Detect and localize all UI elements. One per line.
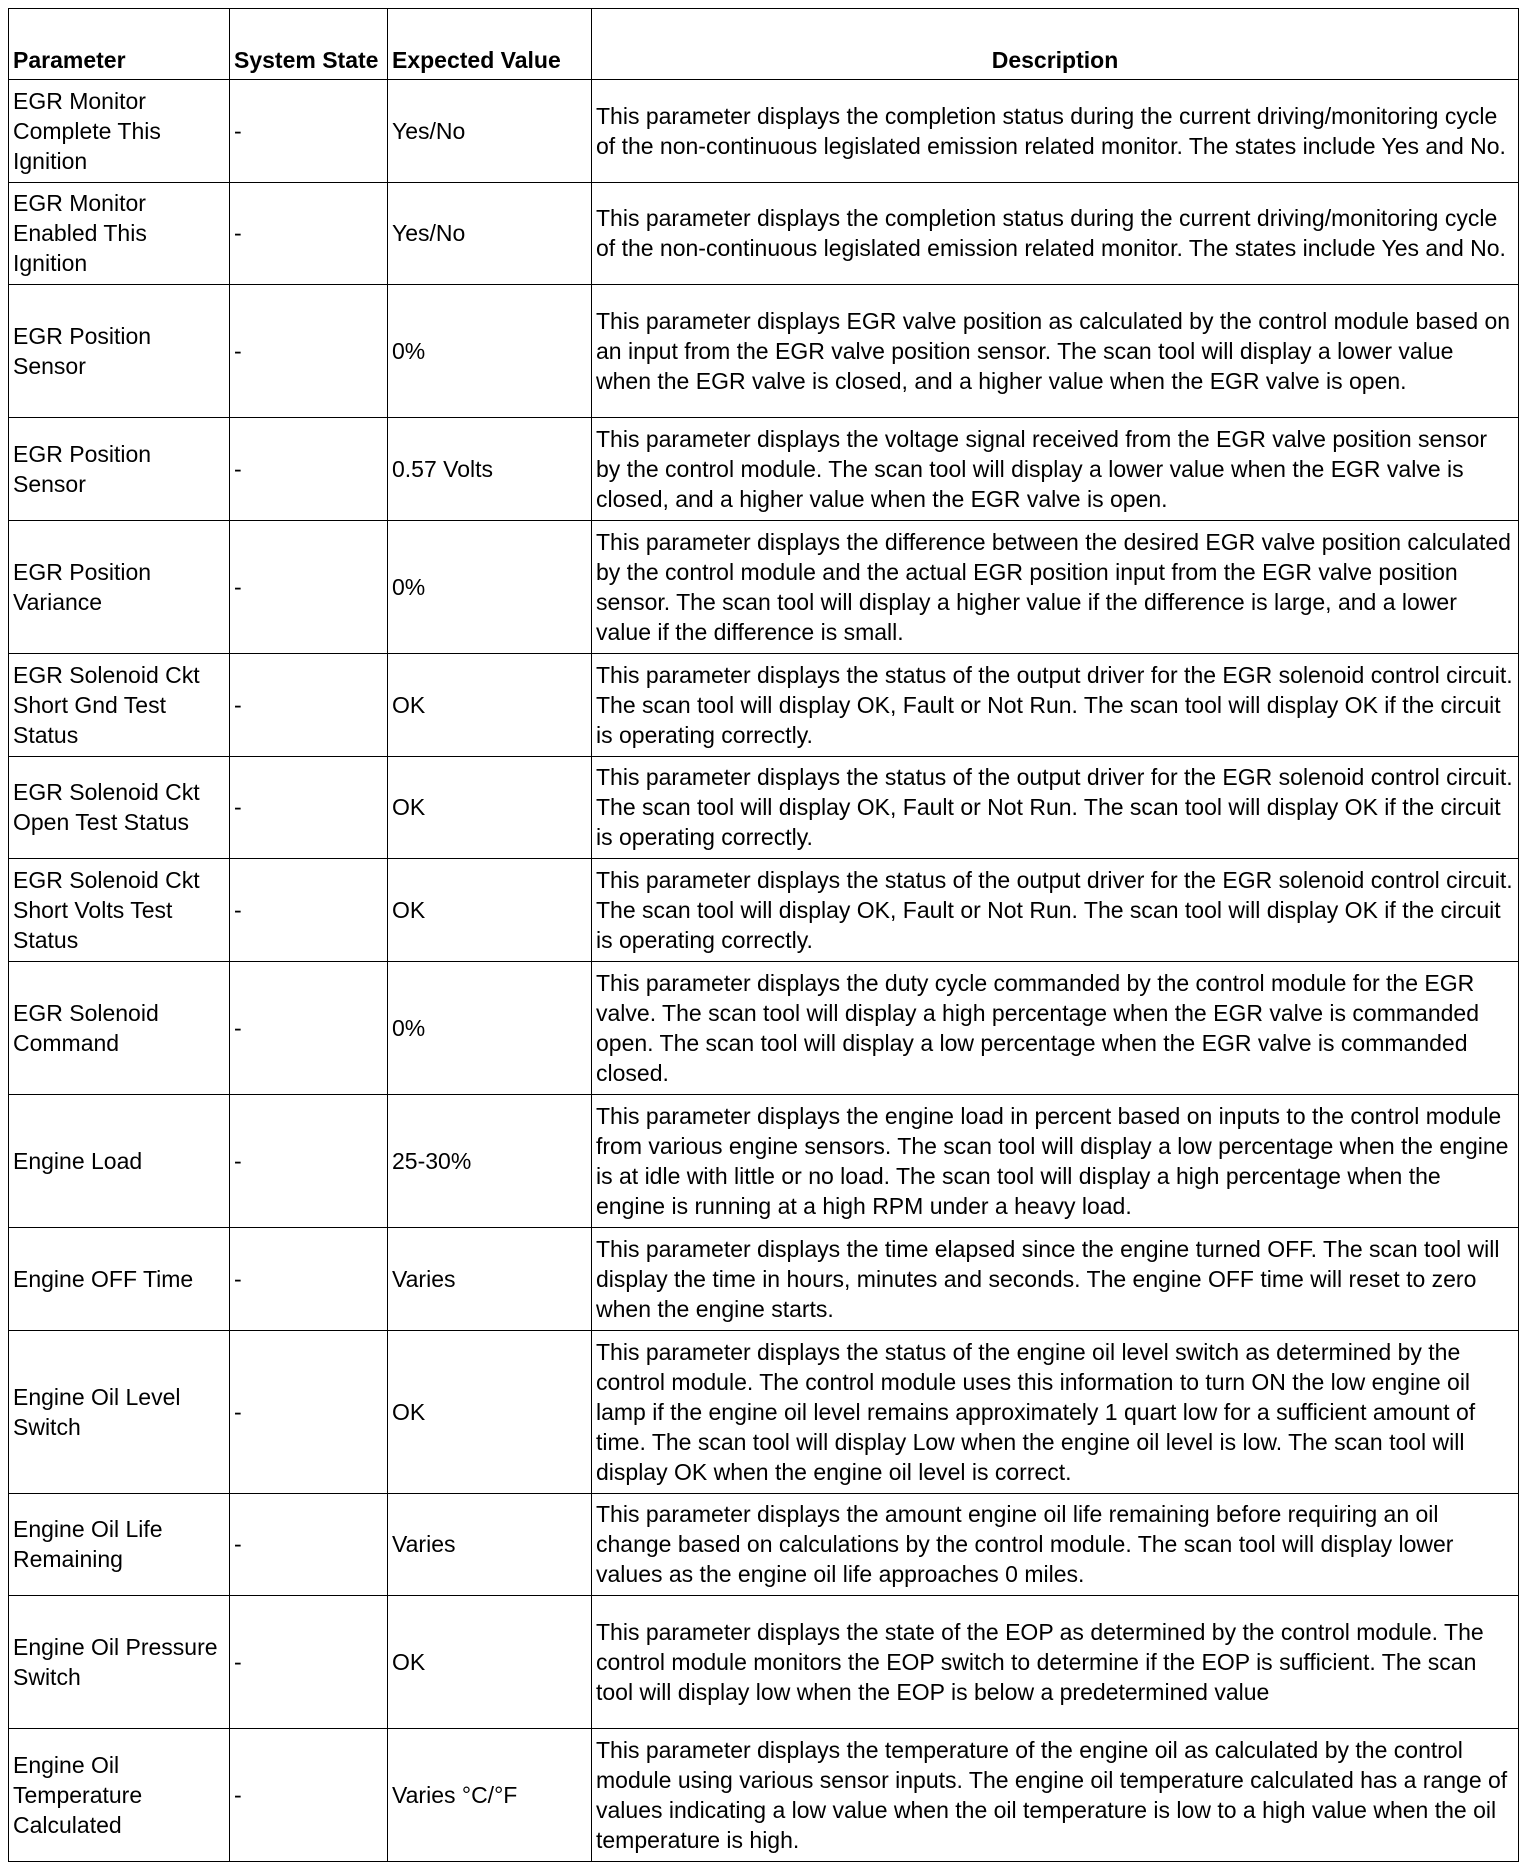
description-cell: This parameter displays the voltage signal received from the EGR valve position sensor by the control module. The scan tool will display a lower value when the EGR valve is closed, and a higher value when the EGR valve is open. [592, 418, 1519, 521]
expected-value-cell: 25-30% [388, 1095, 592, 1228]
description-cell: This parameter displays the completion status during the current driving/monitoring cycle of the non-continuous legislated emission related monitor. The states include Yes and No. [592, 183, 1519, 285]
system-state-cell: - [230, 521, 388, 654]
system-state-cell: - [230, 654, 388, 757]
system-state-cell: - [230, 418, 388, 521]
header-description: Description [592, 9, 1519, 80]
description-cell: This parameter displays the status of the engine oil level switch as determined by the control module. The control module uses this information to turn ON the low engine oil lamp if the engine oil level remains approximately 1 quart low for a sufficient amount of time. The scan tool will display Low when the engine oil level is low. The scan tool will display OK when the engine oil level is correct. [592, 1331, 1519, 1494]
table-row [9, 1596, 1519, 1729]
parameter-cell: EGR Solenoid Ckt Short Volts Test Status [9, 859, 230, 962]
description-cell: This parameter displays the temperature of the engine oil as calculated by the control module using various sensor inputs. The engine oil temperature calculated has a range of values indicating a low value when the oil temperature is low to a high value when the oil temperature is high. [592, 1729, 1519, 1862]
parameter-cell: Engine Oil Level Switch [9, 1331, 230, 1494]
expected-value-cell: Varies [388, 1228, 592, 1331]
description-cell: This parameter displays the time elapsed since the engine turned OFF. The scan tool will display the time in hours, minutes and seconds. The engine OFF time will reset to zero when the engine starts. [592, 1228, 1519, 1331]
description-cell: This parameter displays the amount engine oil life remaining before requiring an oil change based on calculations by the control module. The scan tool will display lower values as the engine oil life approaches 0 miles. [592, 1494, 1519, 1596]
table-row [9, 80, 1519, 183]
table-row [9, 859, 1519, 962]
parameter-cell: EGR Position Sensor [9, 285, 230, 418]
parameter-cell: EGR Monitor Complete This Ignition [9, 80, 230, 183]
parameter-cell: Engine Oil Temperature Calculated [9, 1729, 230, 1862]
parameter-cell: Engine Load [9, 1095, 230, 1228]
system-state-cell: - [230, 757, 388, 859]
expected-value-cell: 0.57 Volts [388, 418, 592, 521]
header-parameter: Parameter [9, 9, 230, 80]
expected-value-cell: 0% [388, 521, 592, 654]
expected-value-cell: Varies [388, 1494, 592, 1596]
description-cell: This parameter displays the difference between the desired EGR valve position calculated by the control module and the actual EGR position input from the EGR valve position sensor. The scan tool will display a higher value if the difference is large, and a lower value if the difference is small. [592, 521, 1519, 654]
parameter-cell: EGR Position Variance [9, 521, 230, 654]
system-state-cell: - [230, 859, 388, 962]
table-row [9, 1729, 1519, 1862]
table-row [9, 654, 1519, 757]
table-row [9, 1228, 1519, 1331]
expected-value-cell: 0% [388, 285, 592, 418]
parameter-cell: EGR Solenoid Ckt Open Test Status [9, 757, 230, 859]
expected-value-cell: OK [388, 757, 592, 859]
table-row [9, 183, 1519, 285]
system-state-cell: - [230, 80, 388, 183]
system-state-cell: - [230, 1729, 388, 1862]
description-cell: This parameter displays the completion status during the current driving/monitoring cycle of the non-continuous legislated emission related monitor. The states include Yes and No. [592, 80, 1519, 183]
table-row [9, 962, 1519, 1095]
description-cell: This parameter displays the status of the output driver for the EGR solenoid control circuit. The scan tool will display OK, Fault or Not Run. The scan tool will display OK if the circuit is operating correctly. [592, 859, 1519, 962]
parameter-cell: Engine Oil Life Remaining [9, 1494, 230, 1596]
parameter-cell: Engine OFF Time [9, 1228, 230, 1331]
expected-value-cell: Varies °C/°F [388, 1729, 592, 1862]
header-expected-value: Expected Value [388, 9, 592, 80]
expected-value-cell: OK [388, 654, 592, 757]
system-state-cell: - [230, 1596, 388, 1729]
table-row [9, 1331, 1519, 1494]
expected-value-cell: OK [388, 1596, 592, 1729]
system-state-cell: - [230, 1494, 388, 1596]
expected-value-cell: Yes/No [388, 80, 592, 183]
parameter-cell: EGR Position Sensor [9, 418, 230, 521]
header-system-state: System State [230, 9, 388, 80]
parameter-table [8, 8, 1519, 1862]
system-state-cell: - [230, 1228, 388, 1331]
description-cell: This parameter displays the status of the output driver for the EGR solenoid control circuit. The scan tool will display OK, Fault or Not Run. The scan tool will display OK if the circuit is operating correctly. [592, 757, 1519, 859]
system-state-cell: - [230, 183, 388, 285]
table-row [9, 1494, 1519, 1596]
parameter-cell: Engine Oil Pressure Switch [9, 1596, 230, 1729]
table-row [9, 1095, 1519, 1228]
description-cell: This parameter displays EGR valve position as calculated by the control module based on an input from the EGR valve position sensor. The scan tool will display a lower value when the EGR valve is closed, and a higher value when the EGR valve is open. [592, 285, 1519, 418]
expected-value-cell: OK [388, 1331, 592, 1494]
description-cell: This parameter displays the state of the EOP as determined by the control module. The control module monitors the EOP switch to determine if the EOP is sufficient. The scan tool will display low when the EOP is below a predetermined value [592, 1596, 1519, 1729]
table-row [9, 521, 1519, 654]
system-state-cell: - [230, 1095, 388, 1228]
expected-value-cell: 0% [388, 962, 592, 1095]
description-cell: This parameter displays the engine load in percent based on inputs to the control module from various engine sensors. The scan tool will display a low percentage when the engine is at idle with little or no load. The scan tool will display a high percentage when the engine is running at a high RPM under a heavy load. [592, 1095, 1519, 1228]
system-state-cell: - [230, 285, 388, 418]
table-header-row [9, 9, 1519, 80]
table-row [9, 757, 1519, 859]
system-state-cell: - [230, 962, 388, 1095]
system-state-cell: - [230, 1331, 388, 1494]
expected-value-cell: OK [388, 859, 592, 962]
table-row [9, 418, 1519, 521]
description-cell: This parameter displays the status of the output driver for the EGR solenoid control circuit. The scan tool will display OK, Fault or Not Run. The scan tool will display OK if the circuit is operating correctly. [592, 654, 1519, 757]
parameter-cell: EGR Monitor Enabled This Ignition [9, 183, 230, 285]
parameter-cell: EGR Solenoid Ckt Short Gnd Test Status [9, 654, 230, 757]
parameter-cell: EGR Solenoid Command [9, 962, 230, 1095]
expected-value-cell: Yes/No [388, 183, 592, 285]
table-row [9, 285, 1519, 418]
description-cell: This parameter displays the duty cycle commanded by the control module for the EGR valve. The scan tool will display a high percentage when the EGR valve is commanded open. The scan tool will display a low percentage when the EGR valve is commanded closed. [592, 962, 1519, 1095]
table-body [9, 80, 1519, 1862]
